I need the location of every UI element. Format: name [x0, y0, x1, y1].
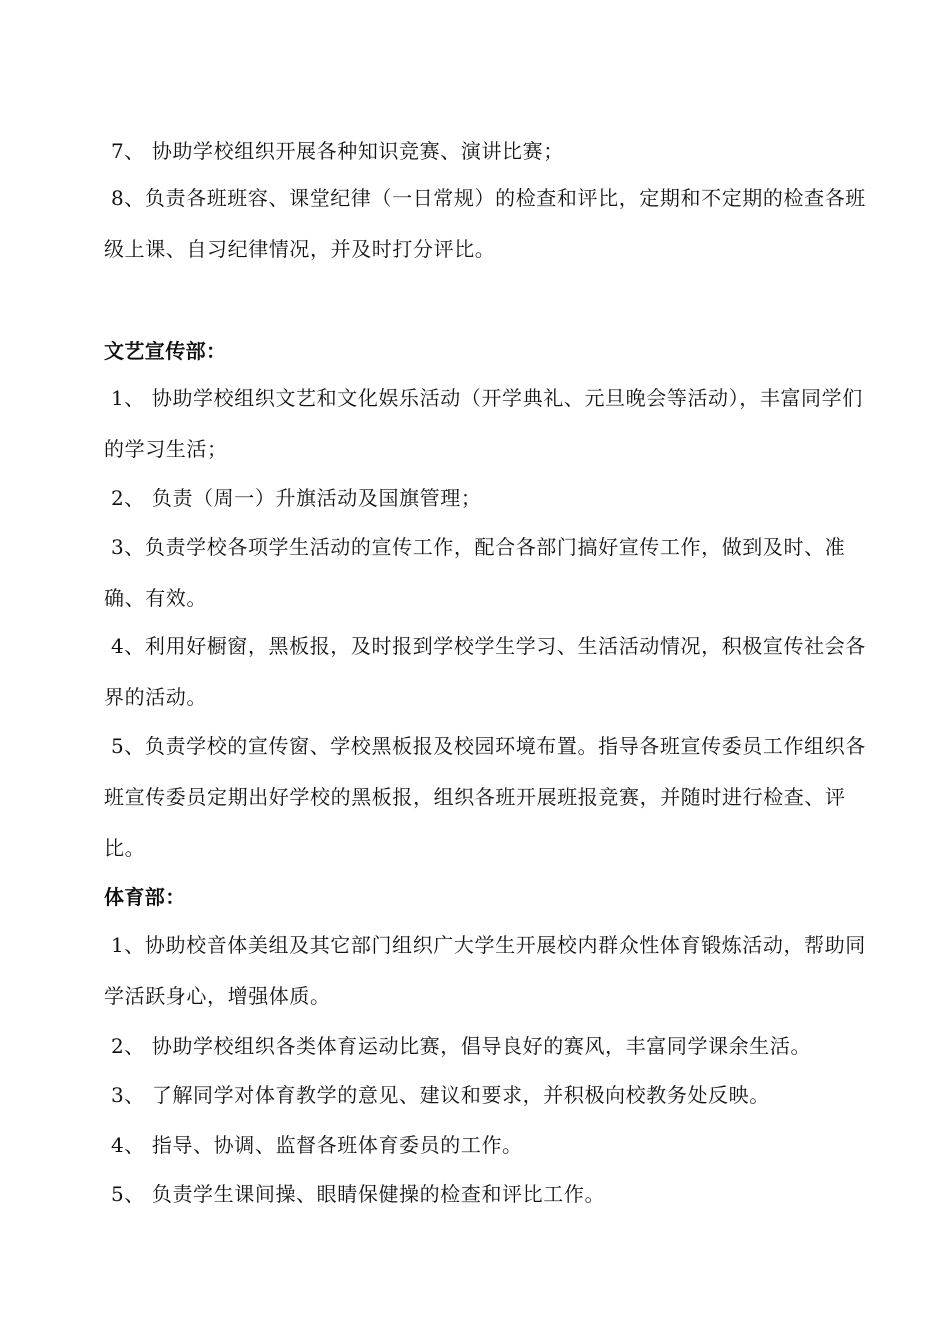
- paragraph-text: 2、 协助学校组织各类体育运动比赛，倡导良好的赛风，丰富同学课余生活。: [110, 1034, 812, 1058]
- paragraph-item-7: [104, 137, 874, 165]
- section-heading-sports: 体育部：: [104, 885, 186, 909]
- paragraph-text: 4、利用好橱窗，黑板报，及时报到学校学生学习、生活活动情况，积极宣传社会各界的活动。: [104, 634, 866, 709]
- paragraph-arts-2: [104, 484, 874, 512]
- paragraph-sports-4: [104, 1131, 874, 1159]
- paragraph-item-8: [104, 173, 874, 275]
- paragraph-sports-3: [104, 1081, 874, 1109]
- paragraph-sports-2: [104, 1032, 874, 1060]
- paragraph-text: 5、 负责学生课间操、眼睛保健操的检查和评比工作。: [110, 1182, 606, 1206]
- paragraph-text: 8、负责各班班容、课堂纪律（一日常规）的检查和评比，定期和不定期的检查各班级上课、自习纪律情况，并及时打分评比。: [104, 186, 866, 261]
- paragraph-text: 2、 负责（周一）升旗活动及国旗管理；: [110, 486, 482, 510]
- paragraph-arts-4: [104, 621, 874, 723]
- paragraph-text: 7、 协助学校组织开展各种知识竞赛、演讲比赛；: [110, 139, 564, 163]
- paragraph-sports-1: [104, 920, 874, 1022]
- paragraph-arts-1: [104, 373, 874, 475]
- paragraph-text: 1、 协助学校组织文艺和文化娱乐活动（开学典礼、元旦晚会等活动），丰富同学们的学习生活；: [104, 386, 863, 461]
- paragraph-sports-5: [104, 1180, 874, 1208]
- paragraph-text: 3、 了解同学对体育教学的意见、建议和要求，并积极向校教务处反映。: [110, 1083, 770, 1107]
- paragraph-arts-3: [104, 522, 874, 624]
- paragraph-text: 4、 指导、协调、监督各班体育委员的工作。: [110, 1133, 523, 1157]
- paragraph-text: 5、负责学校的宣传窗、学校黑板报及校园环境布置。指导各班宣传委员工作组织各班宣传委员定期出好学校的黑板报，组织各班开展班报竞赛，并随时进行检查、评比。: [104, 734, 866, 860]
- paragraph-text: 1、协助校音体美组及其它部门组织广大学生开展校内群众性体育锻炼活动，帮助同学活跃身心，增强体质。: [104, 933, 866, 1008]
- paragraph-arts-5: [104, 721, 874, 874]
- paragraph-text: 3、负责学校各项学生活动的宣传工作，配合各部门搞好宣传工作，做到及时、准确、有效。: [104, 535, 846, 610]
- section-heading-arts-publicity: 文艺宣传部：: [104, 339, 227, 363]
